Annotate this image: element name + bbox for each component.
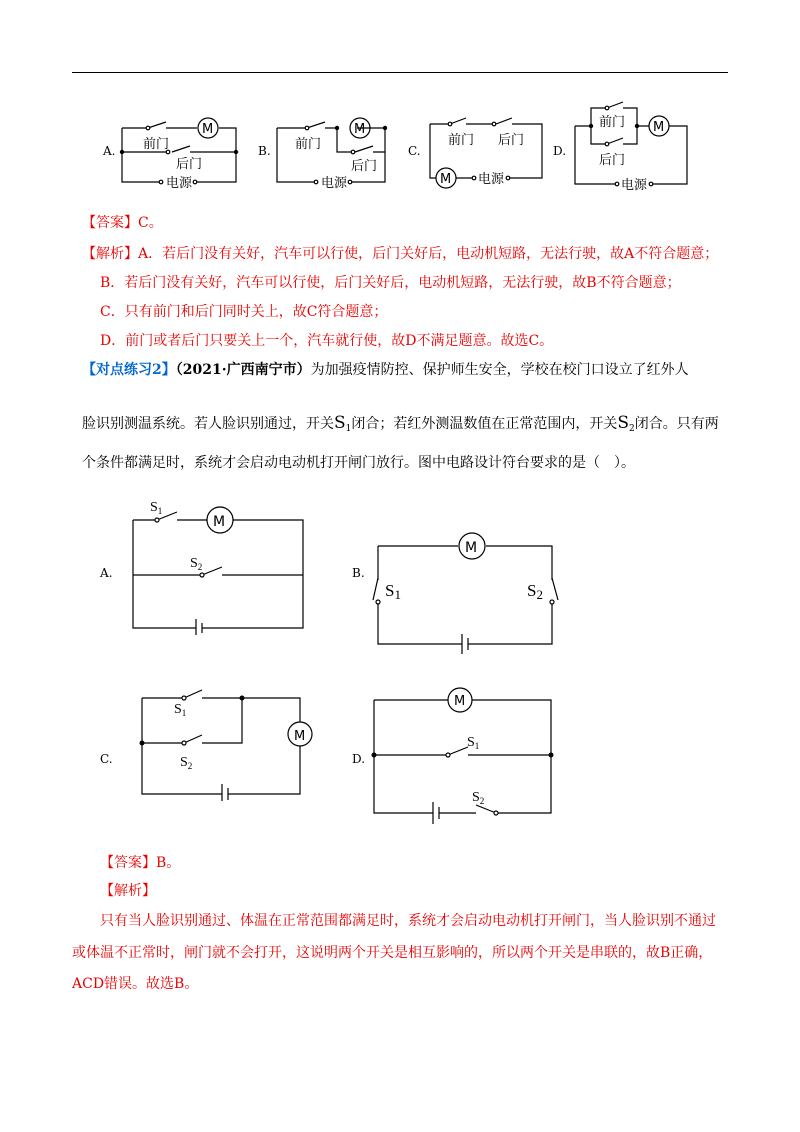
motor-label: M (294, 729, 306, 744)
answer-1: 【答案】C。 (82, 215, 163, 231)
option-letter: A. (100, 566, 113, 580)
front-door-label: 前门 (599, 115, 626, 130)
analysis-2-line-1: 只有当人脸识别通过、体温在正常范围都满足时，系统才会启动电动机打开闸门，当人脸识别不通过 (100, 913, 716, 929)
switch-s2-label: S2 (527, 581, 543, 602)
analysis-1-line-3: C．只有前门和后门同时关上，故C符合题意； (100, 304, 388, 320)
exercise-tag: 【对点练习2】 (82, 362, 176, 378)
switch-s2-label: $S_2$ (190, 556, 203, 572)
circuit-diagram-d (571, 96, 695, 192)
option-letter: D. (352, 752, 366, 766)
exercise-line-3: 个条件都满足时，系统才会启动电动机打开闸门放行。图中电路设计符台要求的是（ ）。 (82, 455, 635, 471)
exercise-line-2 (82, 413, 719, 434)
analysis-2-line-2: 或体温不正常时，闸门就不会打开，这说明两个开关是相互影响的，所以两个开关是串联的，故B正确， (72, 945, 713, 961)
switch-s2-label: $S_2$ (472, 790, 485, 806)
circuit-option-a (125, 495, 310, 635)
option-letter: D. (553, 144, 567, 158)
exercise-line-1: 为加强疫情防控、保护师生安全，学校在校门口设立了红外人 (310, 362, 689, 378)
exercise-text: 闭合。只有两 (634, 416, 719, 432)
motor-label: M (653, 120, 665, 135)
front-door-label: 前门 (295, 137, 322, 152)
motor-label: M (465, 540, 478, 556)
switch-s1-label: $S_1$ (150, 500, 163, 516)
circuit-diagram-a (118, 112, 243, 190)
circuit-diagram-b (273, 112, 398, 190)
switch-s1-symbol: S (334, 413, 346, 433)
analysis-2-title: 【解析】 (100, 883, 156, 899)
power-label: 电源 (321, 176, 348, 190)
switch-s1-label: S1 (385, 581, 401, 602)
option-letter: C. (100, 752, 113, 766)
motor-label: M (213, 514, 226, 530)
switch-s2-subscript: 2 (629, 424, 635, 434)
option-letter: B. (258, 144, 271, 158)
motor-label: M (354, 122, 366, 137)
motor-label: M (202, 122, 214, 137)
analysis-1-line-4: D．前门或者后门只要关上一个，汽车就行使，故D不满足题意。故选C。 (100, 333, 554, 349)
switch-s1-label: $S_1$ (174, 702, 187, 718)
switch-s2-label: $S_2$ (180, 755, 193, 771)
switch-s1-label: $S_1$ (467, 735, 480, 751)
motor-label: M (454, 694, 466, 709)
exercise-source: （2021·广西南宁市） (175, 362, 311, 378)
exercise-text: 脸识别测温系统。若人脸识别通过，开关 (82, 416, 334, 432)
option-letter: A. (103, 144, 116, 158)
back-door-label: 后门 (351, 159, 378, 174)
switch-s2-symbol: S (617, 413, 630, 433)
circuit-option-d (368, 680, 558, 825)
circuit-option-c (132, 686, 317, 801)
circuit-diagram-c (426, 110, 551, 190)
answer-2: 【答案】B。 (100, 855, 181, 871)
front-door-label: 前门 (143, 137, 170, 152)
exercise-text: 闭合；若红外测温数值在正常范围内，开关 (351, 416, 618, 432)
analysis-1-line-2: B．若后门没有关好，汽车可以行使，后门关好后，电动机短路，无法行驶，故B不符合题意； (100, 275, 681, 291)
analysis-1-line-1: 【解析】A．若后门没有关好，汽车可以行使，后门关好后，电动机短路，无法行驶，故A不符合题意； (82, 246, 719, 262)
analysis-2-line-3: ACD错误。故选B。 (72, 976, 199, 992)
motor-label: M (440, 172, 452, 187)
power-label: 电源 (478, 172, 505, 187)
back-door-label: 后门 (498, 133, 525, 148)
front-door-label: 前门 (448, 133, 475, 148)
option-letter: C. (408, 144, 421, 158)
switch-s1-subscript: 1 (345, 424, 352, 434)
back-door-label: 后门 (599, 153, 626, 168)
back-door-label: 后门 (176, 157, 203, 172)
exercise-header (82, 359, 689, 379)
option-letter: B. (352, 566, 365, 580)
header-rule (72, 72, 728, 73)
power-label: 电源 (621, 178, 648, 192)
power-label: 电源 (166, 176, 193, 190)
